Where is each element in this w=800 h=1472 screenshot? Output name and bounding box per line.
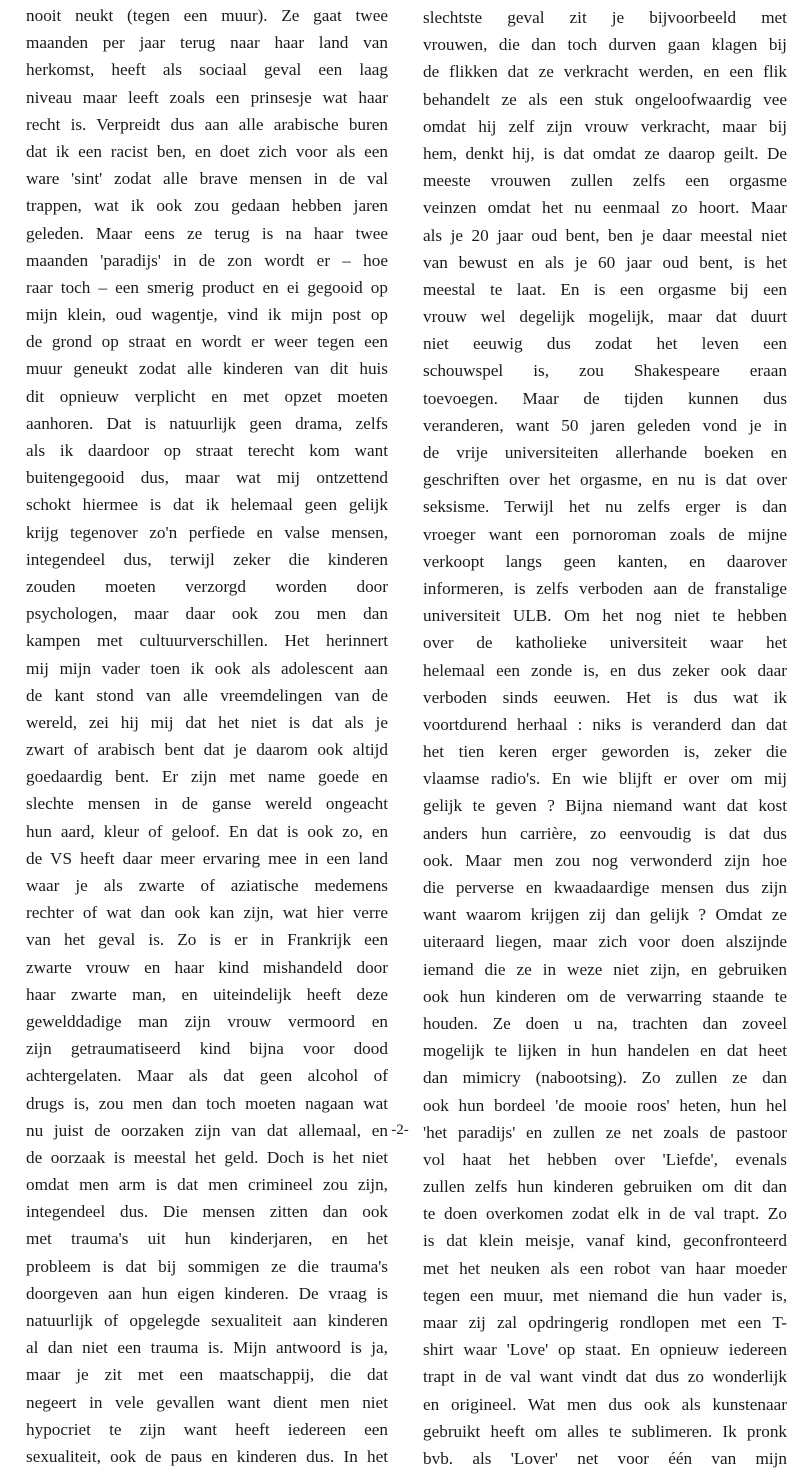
text-line: psychologen, maar daar ook zou men dan xyxy=(26,604,388,624)
text-line: vol haat het hebben over 'Liefde', evenals xyxy=(423,1149,787,1169)
text-line: over de katholieke universiteit waar het xyxy=(423,633,788,653)
text-line: maar je zit met een maatschappij, die dat xyxy=(26,1365,389,1385)
text-line: wereld, zei hij mij dat het niet is dat als je xyxy=(26,712,388,732)
text-line: veinzen omdat het nu eenmaal zo hoort. Maar xyxy=(423,198,787,218)
text-line: trappen, wat ik ook zou gedaan hebben jaren xyxy=(26,196,389,216)
text-line: de grond op straat en wordt er weer tegen een xyxy=(26,332,388,352)
text-line: probleem is dat bij sommigen ze die trauma's xyxy=(26,1256,388,1276)
text-line: te doen overkomen zodat elk in de val trapt. Zo xyxy=(423,1204,788,1224)
text-line: nu juist de oorzaken zijn van dat allemaal, en xyxy=(26,1120,388,1140)
text-line: mij mijn vader toen ik ook als adolescent aan xyxy=(26,658,388,678)
text-line: slechte mensen in de ganse wereld ongeacht xyxy=(26,794,388,814)
text-line: verboden sinds eeuwen. Het is dus wat ik xyxy=(423,687,788,707)
text-line: waar je als zwarte of aziatische medemens xyxy=(26,876,388,895)
text-line: maanden per jaar terug naar haar land van xyxy=(26,33,388,53)
text-line: houden. Ze doen u na, trachten dan zoveel xyxy=(423,1013,787,1033)
text-line: omdat hij zelf zijn vrouw verkracht, maar bij xyxy=(423,116,788,136)
text-line: uiteraard liegen, maar zich voor doen alszijnde xyxy=(423,932,788,952)
text-line: bvb. als 'Lover' net voor één van mijn xyxy=(423,1448,788,1468)
left-text-column xyxy=(26,2,388,1470)
text-line: ook hun kinderen om de verwarring staande te xyxy=(423,986,788,1006)
text-line: anders hun carrière, zo eenvoudig is dat dus xyxy=(423,823,787,843)
text-line: zijn getraumatiseerd kind bijna voor dood xyxy=(26,1039,388,1059)
text-line: nooit neukt (tegen een muur). Ze gaat twee xyxy=(26,6,388,25)
text-line: de flikken dat ze verkracht werden, en een flik xyxy=(423,62,787,82)
text-line: ware 'sint' zodat alle brave mensen in de val xyxy=(26,169,389,189)
text-line: dat ik een racist ben, en doet zich voor als een xyxy=(26,141,389,161)
text-line: en origineel. Wat men dus ook als kunstenaar xyxy=(423,1394,787,1414)
text-line: negeert in vele gevallen want dient men niet xyxy=(26,1392,388,1412)
text-line: gebruikt heeft om alles te sublimeren. Ik pronk xyxy=(423,1421,788,1441)
text-line: universiteit ULB. Om het nog niet te hebben xyxy=(423,606,787,626)
text-line: seksisme. Terwijl het nu zelfs erger is dan xyxy=(423,497,787,517)
text-line: van het geval is. Zo is er in Frankrijk een xyxy=(26,930,389,950)
text-line: veranderen, want 50 jaren geleden vond je in xyxy=(423,415,787,435)
text-line: vrouw wel degelijk mogelijk, maar dat duurt xyxy=(423,307,787,327)
text-line: want waarom krijgen zij dan gelijk ? Omdat ze xyxy=(423,905,787,925)
text-line: hun aard, kleur of geloof. En dat is ook zo, en xyxy=(26,821,389,841)
text-line: maar zij zal opdringerig rondlopen met een T- xyxy=(423,1313,787,1332)
text-line: schouwspel is, zou Shakespeare eraan xyxy=(423,361,787,381)
text-line: omdat men arm is dat men crimineel zou zijn, xyxy=(26,1175,388,1195)
text-line: zwart of arabisch bent dat je daarom ook altijd xyxy=(26,740,388,760)
text-line: krijg tegenover zo'n perfiede en valse mensen, xyxy=(26,522,388,542)
text-line: integendeel dus, terwijl zeker die kinderen xyxy=(26,549,388,569)
text-line: rechter of wat dan ook kan zijn, wat hier verre xyxy=(26,903,389,923)
text-line: met trauma's uit hun kinderjaren, en het xyxy=(26,1229,388,1249)
text-line: de kant stond van alle vreemdelingen van de xyxy=(26,685,388,705)
right-text-column xyxy=(423,4,787,1472)
text-line: al dan niet een trauma is. Mijn antwoord is ja, xyxy=(26,1338,388,1358)
text-line: gewelddadige man zijn vrouw vermoord en xyxy=(26,1011,389,1031)
text-line: toevoegen. Maar de tijden kunnen dus xyxy=(423,388,788,408)
text-line: het tien keren erger geworden is, zeker die xyxy=(423,742,787,762)
text-line: hypocriet te zijn want heeft iedereen een xyxy=(26,1419,389,1439)
text-line: geschriften over het orgasme, en nu is dat over xyxy=(423,470,788,490)
text-line: trapt in de val want vindt dat dus zo wonderlijk xyxy=(423,1367,788,1387)
text-line: drugs is, zou men dan toch moeten nagaan wat xyxy=(26,1093,389,1113)
column-gutter xyxy=(404,0,405,1146)
text-line: meeste vrouwen zullen zelfs een orgasme xyxy=(423,171,787,191)
text-line: kampen met cultuurverschillen. Het herinnert xyxy=(26,631,389,651)
text-line: dit opnieuw verplicht en met opzet moeten xyxy=(26,386,388,406)
text-line: voortdurend herhaal : niks is veranderd dan dat xyxy=(423,714,787,734)
text-line: schokt hiermee is dat ik helemaal geen gelijk xyxy=(26,495,388,515)
text-line: zwarte vrouw en haar kind mishandeld door xyxy=(26,957,388,977)
text-line: tegen een muur, met niemand die hun vader is, xyxy=(423,1285,788,1305)
text-line: shirt waar 'Love' op staat. En opnieuw iedereen xyxy=(423,1340,787,1360)
text-line: gelijk te geven ? Bijna niemand want dat kost xyxy=(423,796,787,816)
text-line: verkoopt langs geen kanten, en daarover xyxy=(423,551,788,571)
text-line: natuurlijk of opgelegde sexualiteit aan kinderen xyxy=(26,1311,388,1330)
text-line: integendeel dus. Die mensen zitten dan ook xyxy=(26,1202,389,1222)
text-line: de oorzaak is meestal het geld. Doch is het niet xyxy=(26,1147,389,1167)
text-line: mijn klein, oud wagentje, vind ik mijn post op xyxy=(26,305,389,325)
text-line: geleden. Maar eens ze terug is na haar twee xyxy=(26,223,388,243)
text-line: ook. Maar men zou nog verwonderd zijn hoe xyxy=(423,850,787,870)
text-line: is dat klein meisje, vanaf kind, geconfronteerd xyxy=(423,1231,787,1251)
text-line: achtergelaten. Maar als dat geen alcohol of xyxy=(26,1066,388,1086)
text-line: niveau maar leeft zoals een prinsesje wat haar xyxy=(26,87,388,107)
text-line: vroeger want een pornoroman zoals de mijne xyxy=(423,524,787,544)
text-line: doorgeven aan hun eigen kinderen. De vraag is xyxy=(26,1283,388,1303)
text-line: raar toch – een smerig product en ei gegooid op xyxy=(26,277,388,297)
text-line: de vrije universiteiten allerhande boeken en xyxy=(423,443,787,462)
text-line: slechtste geval zit je bijvoorbeeld met xyxy=(423,8,787,27)
text-line: van bewust en als je 60 jaar oud bent, is het xyxy=(423,252,787,272)
text-line: zouden moeten verzorgd worden door xyxy=(26,576,388,596)
text-line: helemaal een zonde is, en dus zeker ook daar xyxy=(423,660,788,680)
text-line: buitengegooid dus, maar wat mij ontzettend xyxy=(26,468,389,488)
text-line: hem, denkt hij, is dat omdat ze daarop geilt. De xyxy=(423,143,788,163)
text-line: meestal te laat. En is een orgasme bij een xyxy=(423,279,787,299)
text-line: zullen zelfs hun kinderen gebruiken om dit dan xyxy=(423,1177,787,1197)
text-line: 'het paradijs' en zullen ze net zoals de pastoor xyxy=(423,1122,788,1142)
text-line: niet eeuwig dus zodat het leven een xyxy=(423,334,787,354)
text-line: ook hun bordeel 'de mooie roos' heten, hun hel xyxy=(423,1095,788,1115)
text-line: muur geneukt zodat alle kinderen van dit huis xyxy=(26,359,388,379)
text-line: dan mimicry (nabootsing). Zo zullen ze dan xyxy=(423,1068,787,1088)
text-line: behandelt ze als een stuk ongeloofwaardig vee xyxy=(423,89,788,109)
text-line: vrouwen, die dan toch durven gaan klagen bij xyxy=(423,35,787,55)
text-line: als ik daardoor op straat terecht kom want xyxy=(26,441,388,460)
text-line: informeren, is zelfs verboden aan de franstalige xyxy=(423,578,787,598)
text-line: sexualiteit, ook de paus en kinderen dus. In het xyxy=(26,1446,389,1466)
text-line: aanhoren. Dat is natuurlijk geen drama, zelfs xyxy=(26,413,389,433)
text-line: met het neuken als een robot van haar moeder xyxy=(423,1258,788,1278)
text-line: recht is. Verpreidt dus aan alle arabische buren xyxy=(26,114,388,134)
text-line: als je 20 jaar oud bent, ben je daar meestal niet xyxy=(423,225,788,245)
text-line: die perverse en kwaadaardige mensen dus zijn xyxy=(423,878,787,897)
page-number: -2- xyxy=(391,1122,409,1138)
text-line: de VS heeft daar meer ervaring mee in een land xyxy=(26,848,388,868)
text-line: herkomst, heeft als sociaal geval een laag xyxy=(26,60,389,80)
text-line: iemand die ze in weze niet zijn, en gebruiken xyxy=(423,959,787,979)
text-line: vlaamse radio's. En wie blijft er over om mij xyxy=(423,769,788,789)
text-line: haar zwarte man, en uiteindelijk heeft deze xyxy=(26,984,388,1004)
text-line: mogelijk te lijken in hun handelen en dat heet xyxy=(423,1041,787,1061)
text-line: maanden 'paradijs' in de zon wordt er – hoe xyxy=(26,250,388,270)
text-line: goedaardig bent. Er zijn met name goede en xyxy=(26,767,388,787)
